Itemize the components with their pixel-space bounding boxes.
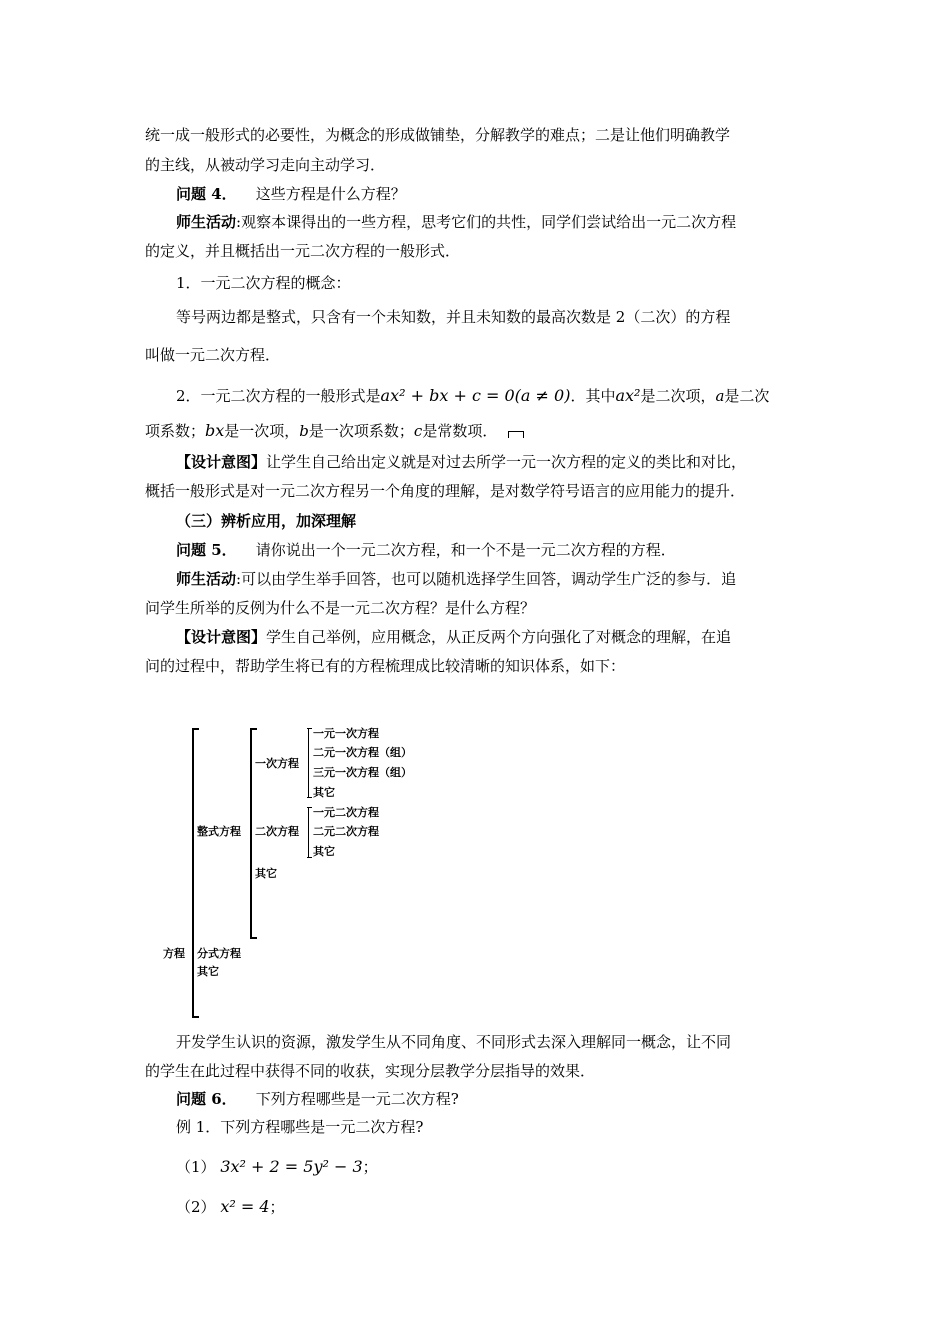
tree-linear-item: 一元一次方程 [313, 727, 379, 740]
tree-linear-item: 其它 [313, 786, 335, 799]
tree-root-label: 方程 [163, 947, 185, 960]
design-text: 让学生自己给出定义就是对过去所学一元一次方程的定义的类比和对比， [266, 453, 747, 471]
activity-2 [176, 569, 736, 589]
var-b: b [299, 422, 309, 440]
tree-quadratic-label: 二次方程 [255, 825, 299, 838]
paragraph-line: 统一成一般形式的必要性，为概念的形成做铺垫，分解教学的难点；二是让他们明确教学 [145, 126, 731, 144]
paragraph-line: 的定义，并且概括出一元二次方程的一般形式． [145, 242, 461, 260]
tree-quadratic-item: 一元二次方程 [313, 806, 379, 819]
general-form-formula: ax² + bx + c = 0(a ≠ 0) [380, 386, 571, 405]
tree-other-root-label: 其它 [197, 965, 219, 978]
design-1 [176, 452, 746, 472]
tree-linear-item: 二元一次方程（组） [313, 746, 412, 759]
example-item [176, 1197, 285, 1217]
design-2 [176, 627, 731, 647]
question-text: 下列方程哪些是一元二次方程? [255, 1090, 459, 1108]
linear-brace [308, 728, 309, 798]
activity-text: :可以由学生举手回答，也可以随机选择学生回答，调动学生广泛的参与．追 [236, 570, 737, 588]
design-label: 【设计意图】 [176, 628, 267, 646]
paragraph-line: 开发学生认识的资源，激发学生从不同角度、不同形式去深入理解同一概念，让不同 [176, 1033, 732, 1051]
section-heading: （三）辨析应用，加深理解 [176, 512, 357, 530]
tree-integral-label: 整式方程 [197, 825, 241, 838]
paragraph-line: 概括一般形式是对一元二次方程另一个角度的理解，是对数学符号语言的应用能力的提升． [145, 482, 746, 500]
item-2-text: 2．一元二次方程的一般形式是 [176, 387, 381, 405]
example-formula: 3x² + 2 = 5y² − 3 [220, 1157, 363, 1176]
integral-brace [250, 728, 252, 939]
activity-text: :观察本课得出的一些方程，思考它们的共性，同学们尝试给出一元二次方程 [236, 213, 737, 231]
example-formula: x² = 4 [220, 1197, 270, 1216]
tree-linear-item: 三元一次方程（组） [313, 766, 412, 779]
punctuation: ； [362, 1158, 378, 1176]
activity-label: 师生活动 [176, 213, 237, 231]
design-text: 学生自己举例，应用概念，从正反两个方向强化了对概念的理解，在追 [266, 628, 732, 646]
tree-quadratic-item: 二元二次方程 [313, 825, 379, 838]
item-2 [176, 386, 769, 406]
tree-fractional-label: 分式方程 [197, 947, 241, 960]
example-number: （2） [176, 1198, 216, 1216]
example-1: 例 1．下列方程哪些是一元二次方程? [176, 1118, 424, 1136]
item-2-text: 是二次项， [640, 387, 716, 405]
question-text: 请你说出一个一元二次方程，和一个不是一元二次方程的方程． [255, 541, 676, 559]
item-2-text: 是常数项． [422, 422, 498, 440]
question-6 [176, 1089, 459, 1109]
paragraph-line: 问的过程中，帮助学生将已有的方程梳理成比较清晰的知识体系，如下： [145, 657, 626, 675]
question-text: 这些方程是什么方程？ [255, 185, 406, 203]
item-2-text: ．其中 [570, 387, 616, 405]
ax2-formula: ax² [615, 386, 641, 405]
tree-other-integral-label: 其它 [255, 867, 277, 880]
var-c: c [413, 422, 423, 440]
example-number: （1） [176, 1158, 216, 1176]
design-label: 【设计意图】 [176, 453, 267, 471]
paragraph-line: 的主线，从被动学习走向主动学习． [145, 156, 386, 174]
example-item [176, 1157, 378, 1177]
punctuation: ； [269, 1198, 285, 1216]
concept-line: 叫做一元二次方程． [145, 346, 281, 364]
tree-linear-label: 一次方程 [255, 757, 299, 770]
quadratic-brace [308, 807, 309, 858]
activity-label: 师生活动 [176, 570, 237, 588]
question-label: 问题 4． [176, 185, 237, 203]
bx-formula: bx [205, 421, 225, 440]
question-5 [176, 540, 676, 560]
item-2-text: 是一次项系数； [308, 422, 414, 440]
question-label: 问题 5． [176, 541, 237, 559]
activity-1 [176, 212, 736, 232]
root-brace [192, 728, 194, 1018]
question-label: 问题 6． [176, 1090, 237, 1108]
question-4 [176, 184, 406, 204]
paragraph-line: 问学生所举的反例为什么不是一元二次方程？是什么方程？ [145, 599, 536, 617]
item-2-cont [145, 421, 524, 441]
concept-line: 等号两边都是整式，只含有一个未知数，并且未知数的最高次数是 2（二次）的方程 [176, 308, 731, 326]
item-2-text: 是二次 [724, 387, 770, 405]
tree-quadratic-item: 其它 [313, 845, 335, 858]
item-1: 1．一元二次方程的概念： [176, 274, 351, 292]
small-mark [508, 431, 524, 438]
paragraph-line: 的学生在此过程中获得不同的收获，实现分层教学分层指导的效果． [145, 1062, 596, 1080]
var-a: a [715, 387, 725, 405]
item-2-text: 是一次项， [224, 422, 300, 440]
item-2-text: 项系数； [145, 422, 206, 440]
